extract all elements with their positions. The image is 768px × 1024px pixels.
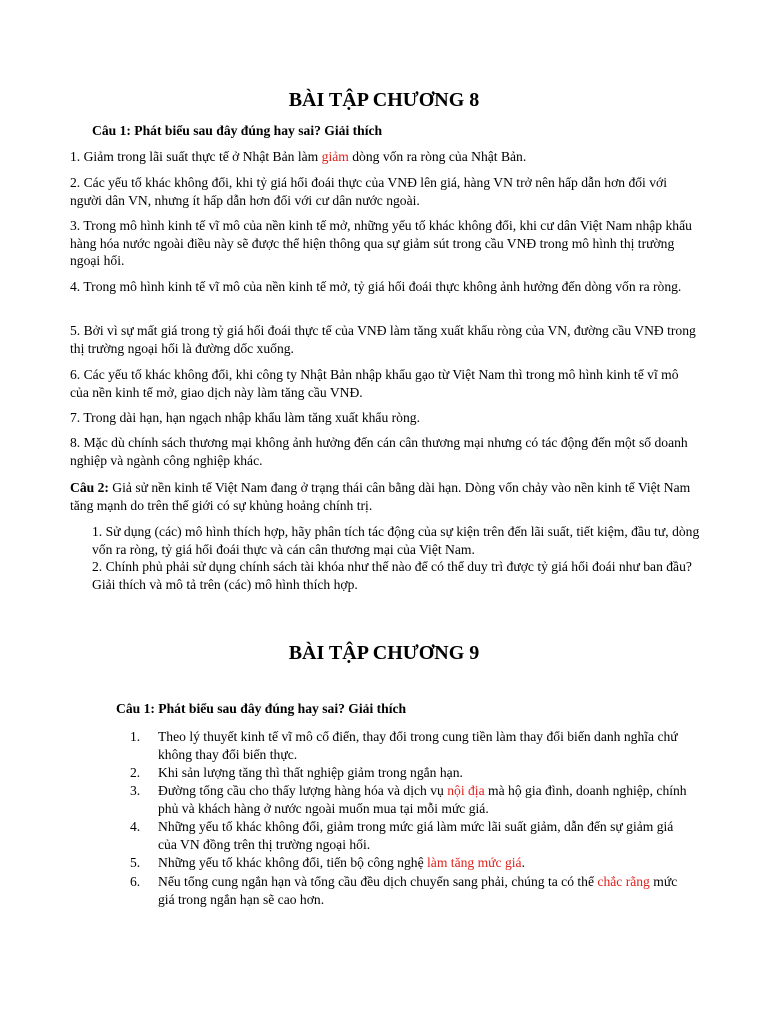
highlighted-text: chắc rằng <box>597 874 650 889</box>
list-text: Khi sản lượng tăng thì thất nghiệp giảm trong ngắn hạn. <box>158 765 463 780</box>
list-text <box>158 854 690 872</box>
list-text-part: Những yếu tố khác không đổi, tiến bộ công nghệ <box>158 855 428 870</box>
chapter-8-item-8 <box>70 434 700 469</box>
chapter-8-question-1-heading: Câu 1: Phát biểu sau đây đúng hay sai? Giải thích <box>92 123 383 138</box>
list-number: 1. <box>130 729 141 744</box>
list-text <box>158 873 690 908</box>
list-text-part: . <box>521 855 525 870</box>
highlighted-text: nội địa <box>447 783 485 798</box>
item-text: 2. Các yếu tố khác không đổi, khi tỷ giá hối đoái thực của VNĐ lên giá, hàng VN trở nên hấp dẫn hơn đối với người dân VN, nhưng ít hấp dẫn hơn đối với cư dân nước ngoài. <box>70 175 667 208</box>
question-2-text: Giả sử nền kinh tế Việt Nam đang ở trạng thái cân bằng dài hạn. Dòng vốn chảy vào nền kinh tế Việt Nam tăng mạnh do trên thế giới có sự khủng hoảng chính trị. <box>70 480 691 513</box>
chapter-8-item-5 <box>70 322 700 357</box>
chapter-8-question-2 <box>70 479 700 514</box>
item-text: 4. Trong mô hình kinh tế vĩ mô của nền kinh tế mở, tỷ giá hối đoái thực không ảnh hưởng đến dòng vốn ra ròng. <box>70 279 682 294</box>
chapter-8-item-3 <box>70 217 700 270</box>
highlighted-text: làm tăng mức giá <box>427 855 522 870</box>
sub-item-2: 2. Chính phủ phải sử dụng chính sách tài khóa như thế nào để có thể duy trì được tỷ giá hối đoái như ban đầu? Giải thích và mô tả trên (các) mô hình thích hợp. <box>92 559 692 592</box>
chapter-9-question-1-heading: Câu 1: Phát biểu sau đây đúng hay sai? Giải thích <box>116 701 407 716</box>
chapter-8-item-1 <box>70 148 700 166</box>
chapter-8-title: BÀI TẬP CHƯƠNG 8 <box>288 89 480 111</box>
item-text: 6. Các yếu tố khác không đổi, khi công ty Nhật Bản nhập khẩu gạo từ Việt Nam thì trong mô hình kinh tế vĩ mô của nền kinh tế mở, giao dịch này làm tăng cầu VNĐ. <box>70 367 679 400</box>
chapter-8-item-6 <box>70 366 700 401</box>
list-number: 2. <box>130 765 141 780</box>
list-text-part: Nếu tổng cung ngắn hạn và tổng cầu đều dịch chuyển sang phải, chúng ta có thể <box>158 874 598 889</box>
list-number: 3. <box>130 783 141 798</box>
list-text-part: mức giá trong ngắn hạn sẽ cao hơn. <box>158 874 678 907</box>
item-text: 7. Trong dài hạn, hạn ngạch nhập khẩu làm tăng xuất khẩu ròng. <box>70 410 420 425</box>
item-text: 5. Bởi vì sự mất giá trong tỷ giá hối đoái thực tế của VNĐ làm tăng xuất khẩu ròng của VN, đường cầu VNĐ trong thị trường ngoại hối là đường dốc xuống. <box>70 323 696 356</box>
list-text-part: Đường tổng cầu cho thấy lượng hàng hóa và dịch vụ <box>158 783 448 798</box>
sub-item-1: 1. Sử dụng (các) mô hình thích hợp, hãy phân tích tác động của sự kiện trên đến lãi suất, tiết kiệm, đầu tư, dòng vốn ra ròng, tỷ giá hối đoái thực và cán cân thương mại của Việt Nam. <box>92 524 700 557</box>
list-number: 5. <box>130 855 141 870</box>
item-text: dòng vốn ra ròng của Nhật Bản. <box>348 149 527 164</box>
list-text <box>158 782 690 817</box>
item-text: 1. Giảm trong lãi suất thực tế ở Nhật Bản làm <box>70 149 322 164</box>
list-text: Những yếu tố khác không đổi, giảm trong mức giá làm mức lãi suất giảm, dẫn đến sự giảm giá của VN đồng trên thị trường ngoại hối. <box>158 819 674 852</box>
list-text: Theo lý thuyết kinh tế vĩ mô cổ điển, thay đổi trong cung tiền làm thay đổi biến danh nghĩa chứ không thay đổi biến thực. <box>158 729 678 762</box>
chapter-8-item-4 <box>70 278 700 296</box>
highlighted-text: giảm <box>321 149 349 164</box>
chapter-8-item-2 <box>70 174 700 209</box>
list-text-part: mà hộ gia đình, doanh nghiệp, chính phủ và khách hàng ở nước ngoài muốn mua tại mỗi mức giá. <box>158 783 687 816</box>
item-text: 3. Trong mô hình kinh tế vĩ mô của nền kinh tế mở, những yếu tố khác không đổi, khi cư dân Việt Nam nhập khẩu hàng hóa nước ngoài điều này sẽ được thể hiện thông qua sự giảm sút trong cầu VNĐ trong mô hình thị trường ngoại hối. <box>70 218 692 269</box>
chapter-8-question-2-sublist <box>92 523 700 593</box>
chapter-9-title: BÀI TẬP CHƯƠNG 9 <box>288 642 480 664</box>
list-number: 4. <box>130 819 141 834</box>
list-number: 6. <box>130 874 141 889</box>
chapter-8-item-7 <box>70 409 700 427</box>
question-2-label: Câu 2: <box>70 480 109 495</box>
item-text: 8. Mặc dù chính sách thương mại không ảnh hưởng đến cán cân thương mại nhưng có tác động đến một số doanh nghiệp và ngành công nghiệp khác. <box>70 435 688 468</box>
